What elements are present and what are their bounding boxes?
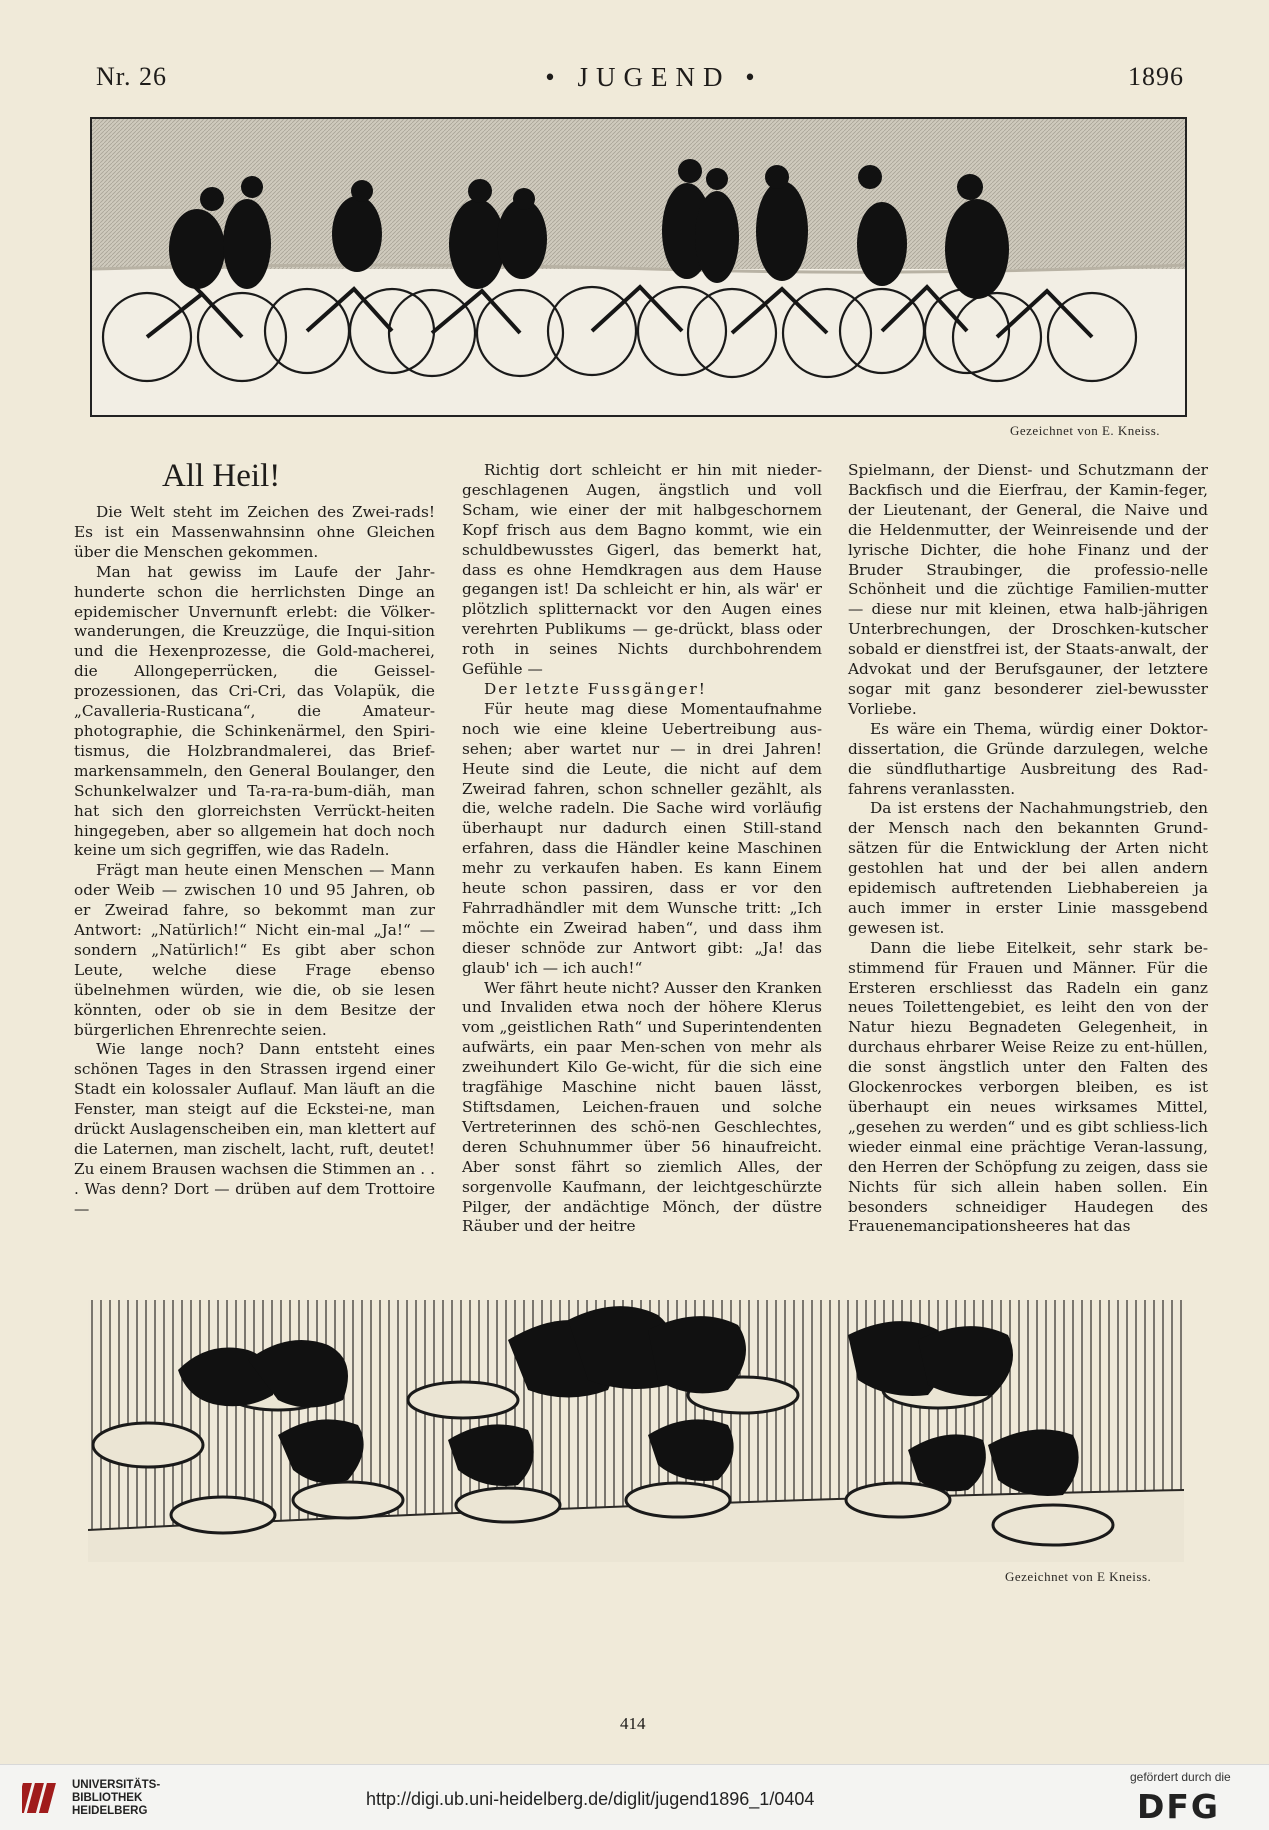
- journal-title: • JUGEND •: [545, 62, 763, 92]
- bottom-illustration-caption: Gezeichnet von E Kneiss.: [1005, 1569, 1152, 1584]
- paragraph: Da ist erstens der Nachahmungstrieb, den der Mensch nach den bekannten Grund-sätzen für die Entwicklung der Arten nicht gestohlen hat und der bei allen andern epidemisch auftretenden Liebhabereien ja auch immer in erster Linie massgebend gewesen ist.: [848, 799, 1208, 937]
- top-illustration: [90, 117, 1187, 417]
- paragraph: Wer fährt heute nicht? Ausser den Kranken und Invaliden etwa noch der höhere Klerus vom „geistlichen Rath“ und Superintendenten aufwärts, ein paar Men-schen von mehr als zweihundert Kilo Ge-wicht, für die sich eine tragfähige Maschine nicht bauen lässt, Stiftsdamen, Leichen-frauen und solche Vertreterinnen des schö-nen Geschlechtes, deren Schuhnummer über 56 hinaufreicht. Aber sonst fährt so ziemlich Alles, der sorgenvolle Kaufmann, der leichtgeschürzte Pilger, der andächtige Mönch, der düstre Räuber und der heitre: [462, 978, 822, 1236]
- article-title: All Heil!: [162, 458, 281, 494]
- digitization-footer: [0, 1764, 1269, 1830]
- paragraph: Richtig dort schleicht er hin mit nieder-geschlagenen Augen, ängstlich und voll Scham, wie einer der mit halbgeschornem Kopf frisch aus dem Bagno kommt, wie ein schuldbewusstes Gigerl, das bemerkt hat, dass es ohne Hemdkragen aus dem Hause gegangen ist! Da schleicht er hin, als wär' er plötzlich splitternackt vor den Augen eines verehrten Publikums — ge-drückt, blass oder roth in seines Nichts durchbohrendem Gefühle —: [462, 461, 822, 679]
- article-column-3: [848, 461, 1208, 1237]
- permalink-url[interactable]: http://digi.ub.uni-heidelberg.de/diglit/jugend1896_1/0404: [366, 1789, 815, 1809]
- bottom-illustration: [88, 1300, 1184, 1562]
- paragraph: Spielmann, der Dienst- und Schutzmann der Backfisch und die Eierfrau, der Kamin-feger, der Lieutenant, der General, die Naive und die Heldenmutter, der Weinreisende und der lyrische Dichter, die hohe Finanz und der Bruder Straubinger, die professio-nelle Schönheit und die züchtige Familien-mutter — diese nur mit kleinen, etwa halb-jährigen Unterbrechungen, der Droschken-kutscher sobald er dienstfrei ist, der Staats-anwalt, der Advokat und der Berufsgauner, der letztere sogar mit ganz besonderer ziel-bewusster Vorliebe.: [848, 461, 1208, 718]
- paragraph: Wie lange noch? Dann entsteht eines schönen Tages in den Strassen irgend einer Stadt ein kolossaler Auflauf. Man läuft an die Fenster, man steigt auf die Eckstei-ne, man drückt Auslagenscheiben ein, man klettert auf die Laternen, man zischelt, lacht, ruft, deutet! Zu einem Brausen wachsen die Stimmen an . . . Was denn? Dort — drüben auf dem Trottoire —: [74, 1040, 435, 1218]
- page-header: [84, 62, 1184, 96]
- top-illustration-caption: Gezeichnet von E. Kneiss.: [1010, 423, 1161, 438]
- year: 1896: [1128, 62, 1184, 91]
- dfg-logo: DFG: [1137, 1787, 1221, 1826]
- paragraph: Dann die liebe Eitelkeit, sehr stark be-stimmend für Frauen und Männer. Für die Ersteren erschliesst das Radeln ein ganz neues Toilettengebiet, es leiht den von der Natur hiezu Begnadeten Gelegenheit, in durchaus ehrbarer Weise Reize zu ent-hüllen, die sonst ängstlich unter den Falten des Glockenrockes verborgen bleiben, es ist überhaupt ein neues wirksames Mittel, „gesehen zu werden“ und es gibt schliess-lich wieder einmal eine prächtige Veran-lassung, den Herren der Schöpfung zu zeigen, dass sie Nichts für sich allein haben sollen. Ein besonders schneidiger Haudegen des Frauenemancipationsheeres hat das: [848, 938, 1208, 1236]
- article-column-1: [74, 503, 435, 1220]
- paragraph: Für heute mag diese Momentaufnahme noch wie eine kleine Uebertreibung aus-sehen; aber wartet nur — in drei Jahren! Heute sind die Leute, die nicht auf dem Zweirad fahren, schon schneller gezählt, als die, welche radeln. Die Sache wird vorläufig überhaupt nur dadurch einen Still-stand erfahren, dass die Händler keine Maschinen mehr zu verkaufen haben. Es kann Einem heute schon passiren, dass er vor den Fahrradhändler mit dem Wunsche tritt: „Ich möchte ein Zweirad haben“, und dass ihm dieser schnöde zur Antwort gibt: „Ja! das glaub' ich — ich auch!“: [462, 699, 822, 977]
- paragraph: Man hat gewiss im Laufe der Jahr-hunderte schon die herrlichsten Dinge an epidemischer Unvernunft erlebt: die Völker-wanderungen, die Kreuzzüge, die Inqui-sition und die Hexenprozesse, die Gold-macherei, die Allongeperrücken, die Geissel-prozessionen, das Cri-Cri, das Volapük, die „Cavalleria-Rusticana“, die Amateur-photographie, die Schinkenärmel, den Spiri-tismus, die Holzbrandmalerei, das Brief-markensammeln, den General Boulanger, den Schunkelwalzer und Ta-ra-ra-bum-diäh, man hat sich den glorreichsten Verrückt-heiten hingegeben, aber so allgemein hat doch noch keine um sich gegriffen, wie das Radeln.: [74, 562, 435, 860]
- article-column-2: [462, 461, 822, 1237]
- page-number: 414: [620, 1714, 646, 1733]
- library-name: UNIVERSITÄTS- BIBLIOTHEK HEIDELBERG: [72, 1779, 161, 1817]
- university-library-logo-icon: [22, 1779, 66, 1823]
- paragraph: Die Welt steht im Zeichen des Zwei-rads! Es ist ein Massenwahnsinn ohne Gleichen über die Menschen gekommen.: [74, 503, 435, 561]
- paragraph-emphasis: Der letzte Fussgänger!: [484, 679, 707, 698]
- paragraph: Es wäre ein Thema, würdig einer Doktor-dissertation, die Gründe darzulegen, welche die sündfluthartige Ausbreitung des Rad-fahrens veranlassten.: [848, 719, 1208, 798]
- support-label: gefördert durch die: [1130, 1770, 1231, 1784]
- paragraph: Frägt man heute einen Menschen — Mann oder Weib — zwischen 10 und 95 Jahren, ob er Zweirad fahre, so bekommt man zur Antwort: „Natürlich!“ Nicht ein-mal „Ja!“ — sondern „Natürlich!“ Es gibt aber schon Leute, welche diese Frage ebenso übelnehmen würden, wie die, ob sie lesen könnten, oder ob sie in dem Besitze der bürgerlichen Ehrenrechte seien.: [74, 861, 435, 1039]
- issue-number: Nr. 26: [96, 62, 167, 91]
